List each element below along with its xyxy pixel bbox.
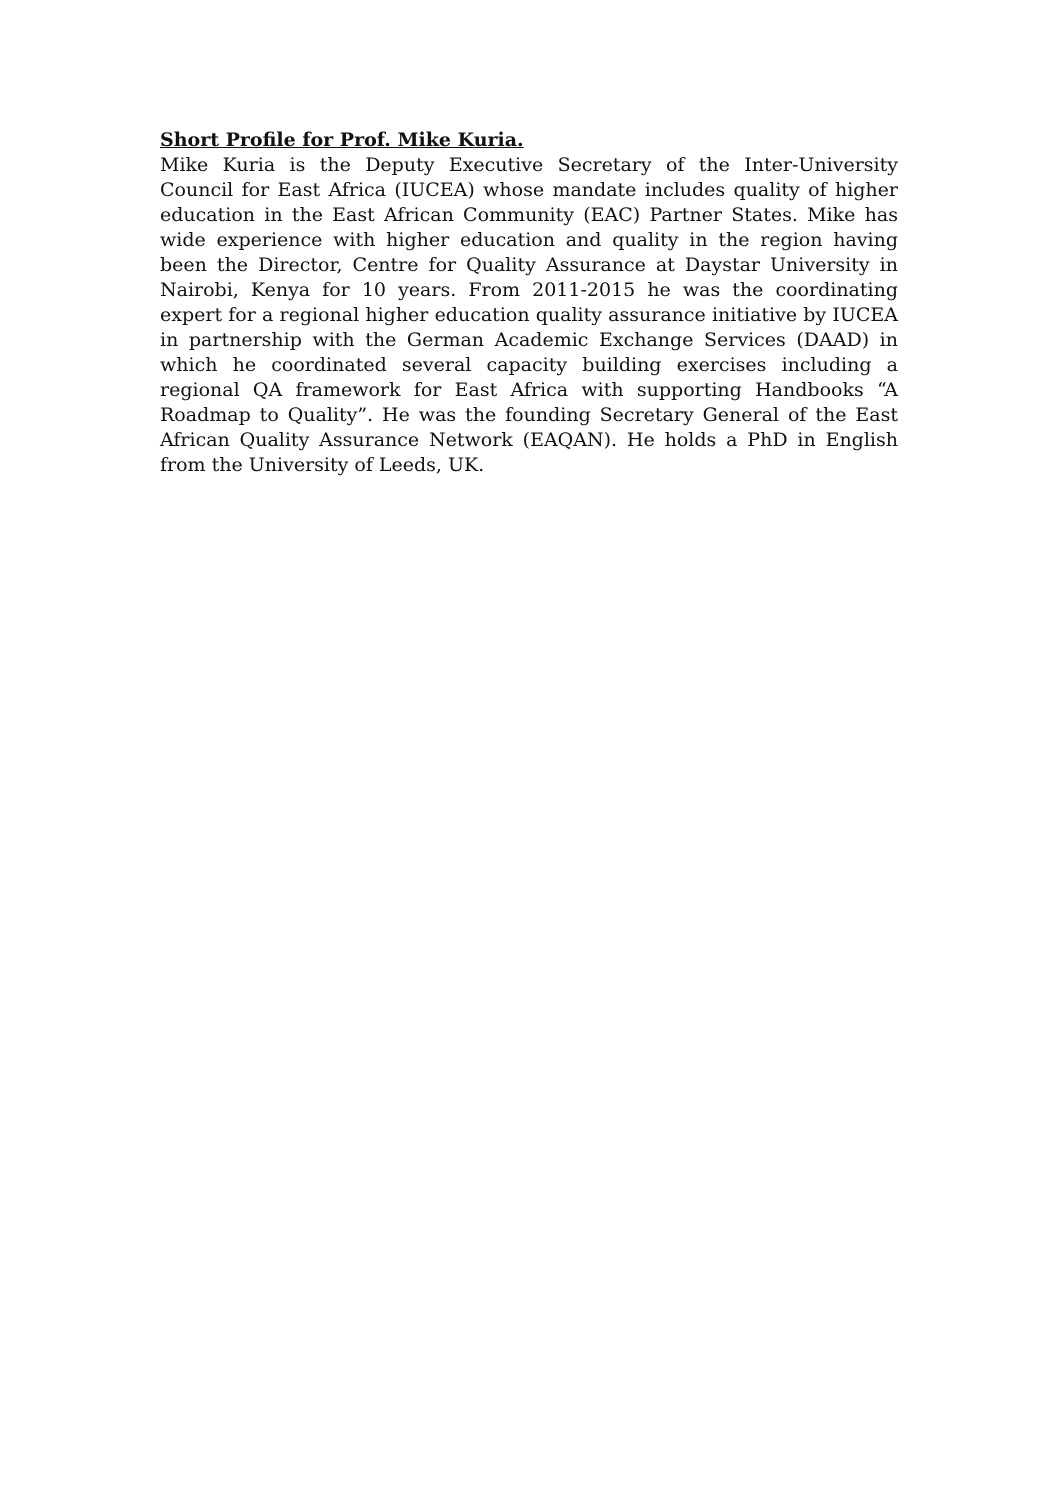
profile-title: Short Profile for Prof. Mike Kuria. [160,129,524,151]
profile-paragraph: Mike Kuria is the Deputy Executive Secretary of the Inter-University Council for East Africa (IUCEA) whose mandate includes quality of higher education in the East African Community (EAC) Partner States. Mike has wide experience with higher education and quality in the region having been the Director, Centre for Quality Assurance at Daystar University in Nairobi, Kenya for 10 years. From 2011-2015 he was the coordinating expert for a regional higher education quality assurance initiative by IUCEA in partnership with the German Academic Exchange Services (DAAD) in which he coordinated several capacity building exercises including a regional QA framework for East Africa with supporting Handbooks “A Roadmap to Quality”. He was the founding Secretary General of the East African Quality Assurance Network (EAQAN). He holds a PhD in English from the University of Leeds, UK. [160,154,898,476]
profile-content [160,128,898,478]
